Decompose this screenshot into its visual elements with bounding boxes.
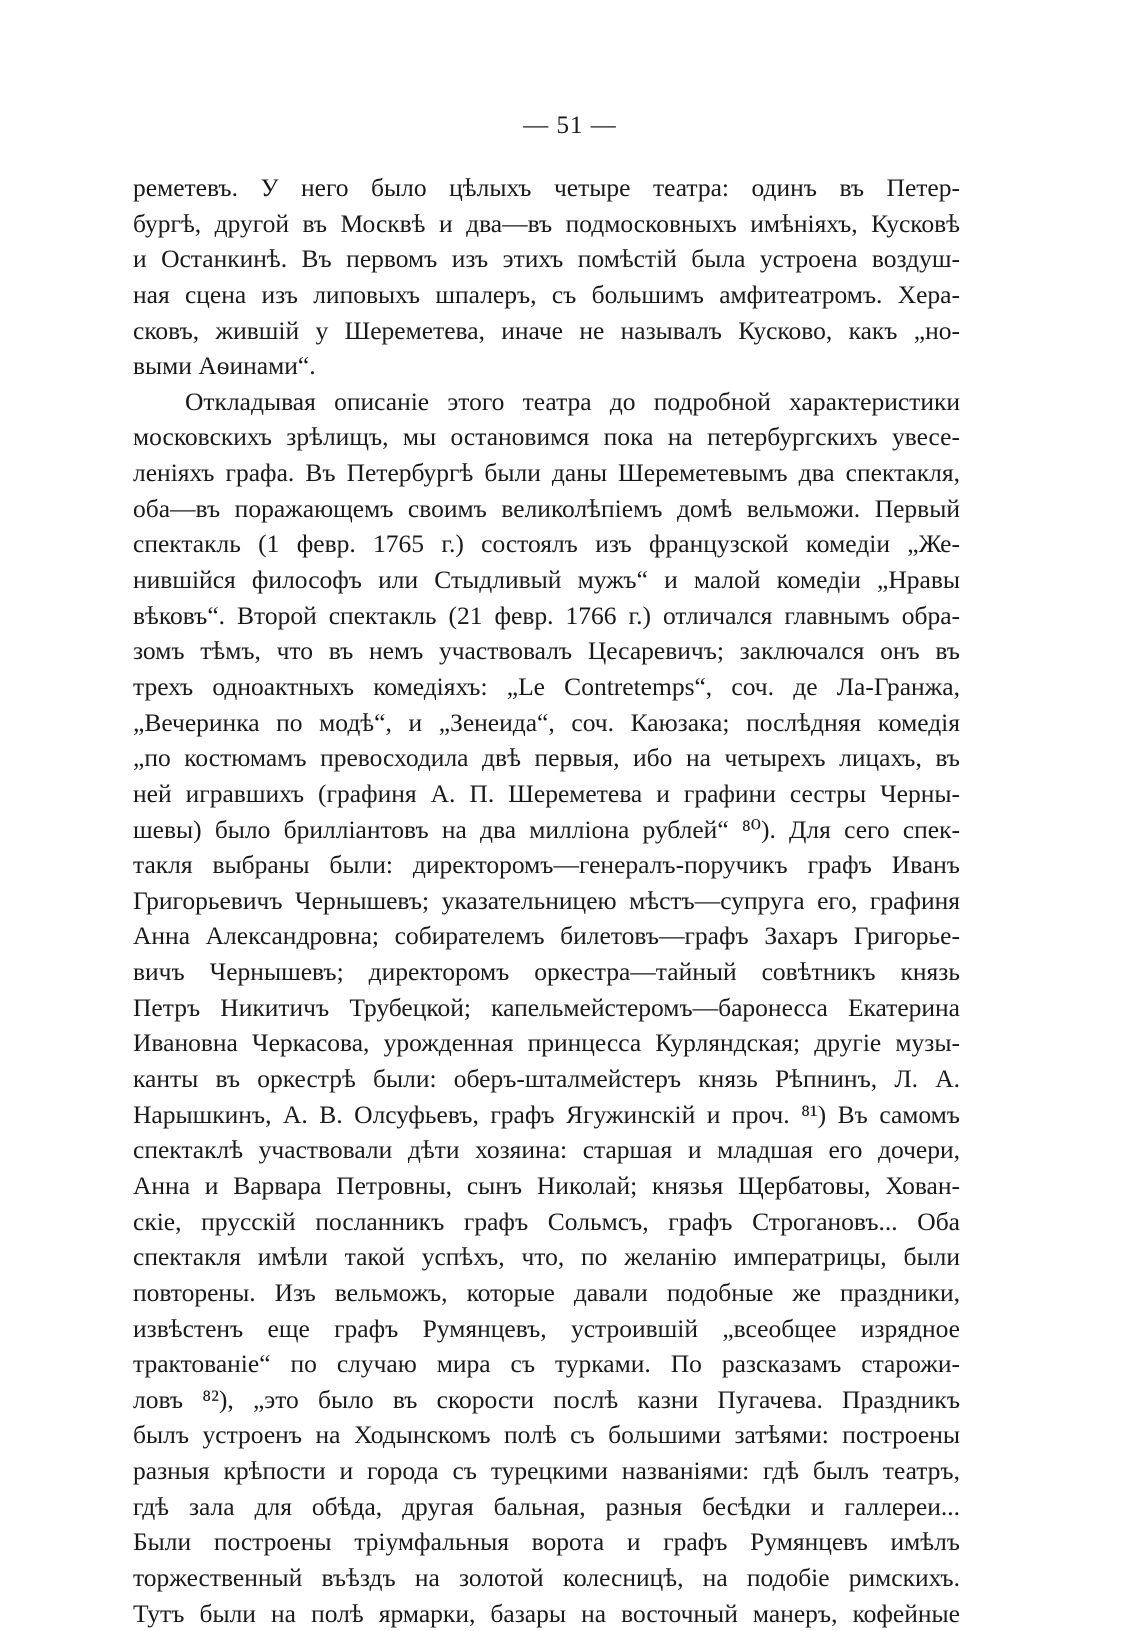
text-line: извѣстенъ еще графъ Румянцевъ, устроившій „всеобщее изрядное bbox=[133, 1313, 960, 1343]
text-line: Петръ Никитичъ Трубецкой; капельмейстеромъ—баронесса Екатерина bbox=[133, 992, 960, 1022]
text-line: трехъ одноактныхъ комедіяхъ: „Le Contretemps“, соч. де Ла-Гранжа, bbox=[133, 671, 960, 701]
text-line: московскихъ зрѣлищъ, мы остановимся пока на петербургскихъ увесе- bbox=[133, 422, 960, 452]
text-line: бургѣ, другой въ Москвѣ и два—въ подмосковныхъ имѣніяхъ, Кусковѣ bbox=[133, 208, 960, 238]
text-line: Были построены тріумфальныя ворота и графъ Румянцевъ имѣлъ bbox=[133, 1527, 960, 1557]
text-line: спектаклѣ участвовали дѣти хозяина: старшая и младшая его дочери, bbox=[133, 1135, 960, 1165]
text-line: спектакля имѣли такой успѣхъ, что, по желанію императрицы, были bbox=[133, 1242, 960, 1272]
text-line: леніяхъ графа. Въ Петербургѣ были даны Шереметевымъ два спектакля, bbox=[133, 458, 960, 488]
text-line: оба—въ поражающемъ своимъ великолѣпіемъ домѣ вельможи. Первый bbox=[133, 493, 960, 523]
text-line: гдѣ зала для обѣда, другая бальная, разныя бесѣдки и галлереи... bbox=[133, 1491, 960, 1521]
text-line: Откладывая описаніе этого театра до подробной характеристики bbox=[185, 386, 960, 416]
text-line: реметевъ. У него было цѣлыхъ четыре театра: одинъ въ Петер- bbox=[133, 173, 960, 202]
text-line: вичъ Чернышевъ; директоромъ оркестра—тайный совѣтникъ князь bbox=[133, 957, 960, 987]
text-line: канты въ оркестрѣ были: оберъ-шталмейстеръ князь Рѣпнинъ, Л. А. bbox=[133, 1064, 960, 1094]
text-line: повторены. Изъ вельможъ, которые давали подобные же праздники, bbox=[133, 1277, 960, 1307]
text-line: разныя крѣпости и города съ турецкими названіями: гдѣ былъ театръ, bbox=[133, 1456, 960, 1486]
text-line: трактованіе“ по случаю мира съ турками. По разсказамъ старожи- bbox=[133, 1349, 960, 1379]
text-line: спектакль (1 февр. 1765 г.) состоялъ изъ французской комедіи „Же- bbox=[133, 529, 960, 559]
text-line: „по костюмамъ превосходила двѣ первыя, ибо на четырехъ лицахъ, въ bbox=[133, 743, 960, 773]
text-line: и Останкинѣ. Въ первомъ изъ этихъ помѣстій была устроена воздуш- bbox=[133, 244, 960, 274]
text-line: вѣковъ“. Второй спектакль (21 февр. 1766 г.) отличался главнымъ обра- bbox=[133, 600, 960, 630]
text-line: скіе, прусскій посланникъ графъ Сольмсъ, графъ Строгановъ... Оба bbox=[133, 1206, 960, 1236]
text-line: ловъ ⁸²), „это было въ скорости послѣ казни Пугачева. Праздникъ bbox=[133, 1384, 960, 1414]
text-line: такля выбраны были: директоромъ—генералъ-поручикъ графъ Иванъ bbox=[133, 850, 960, 880]
text-line: былъ устроенъ на Ходынскомъ полѣ съ большими затѣями: построены bbox=[133, 1420, 960, 1450]
paragraph bbox=[133, 170, 960, 384]
text-line: Нарышкинъ, А. В. Олсуфьевъ, графъ Ягужинскій и проч. ⁸¹) Въ самомъ bbox=[133, 1099, 960, 1129]
paragraph bbox=[133, 384, 960, 1631]
text-line: Ивановна Черкасова, урожденная принцесса Курляндская; другіе музы- bbox=[133, 1028, 960, 1058]
text-line: торжественный въѣздъ на золотой колесницѣ, на подобіе римскихъ. bbox=[133, 1562, 960, 1592]
page-number: — 51 — bbox=[523, 112, 617, 139]
body-text bbox=[133, 170, 960, 1631]
text-line: шевы) было брилліантовъ на два милліона рублей“ ⁸⁰). Для сего спек- bbox=[133, 814, 960, 844]
text-line: Анна Александровна; собирателемъ билетовъ—графъ Захаръ Григорье- bbox=[133, 921, 960, 951]
text-line: зомъ тѣмъ, что въ немъ участвовалъ Цесаревичъ; заключался онъ въ bbox=[133, 636, 960, 666]
text-line: ней игравшихъ (графиня А. П. Шереметева и графини сестры Черны- bbox=[133, 778, 960, 808]
text-line: Григорьевичъ Чернышевъ; указательницею мѣстъ—супруга его, графиня bbox=[133, 885, 960, 915]
text-line: Тутъ были на полѣ ярмарки, базары на восточный манеръ, кофейные bbox=[133, 1598, 960, 1628]
text-line: нившійся философъ или Стыдливый мужъ“ и малой комедіи „Нравы bbox=[133, 565, 960, 595]
text-line: ная сцена изъ липовыхъ шпалеръ, съ большимъ амфитеатромъ. Хера- bbox=[133, 279, 960, 309]
text-line: Анна и Варвара Петровны, сынъ Николай; князья Щербатовы, Хован- bbox=[133, 1170, 960, 1200]
text-line: выми Аѳинами“. bbox=[133, 351, 316, 381]
text-line: сковъ, жившій у Шереметева, иначе не называлъ Кусково, какъ „но- bbox=[133, 315, 960, 345]
text-line: „Вечеринка по модѣ“, и „Зенеида“, соч. Каюзака; послѣдняя комедія bbox=[133, 707, 960, 737]
